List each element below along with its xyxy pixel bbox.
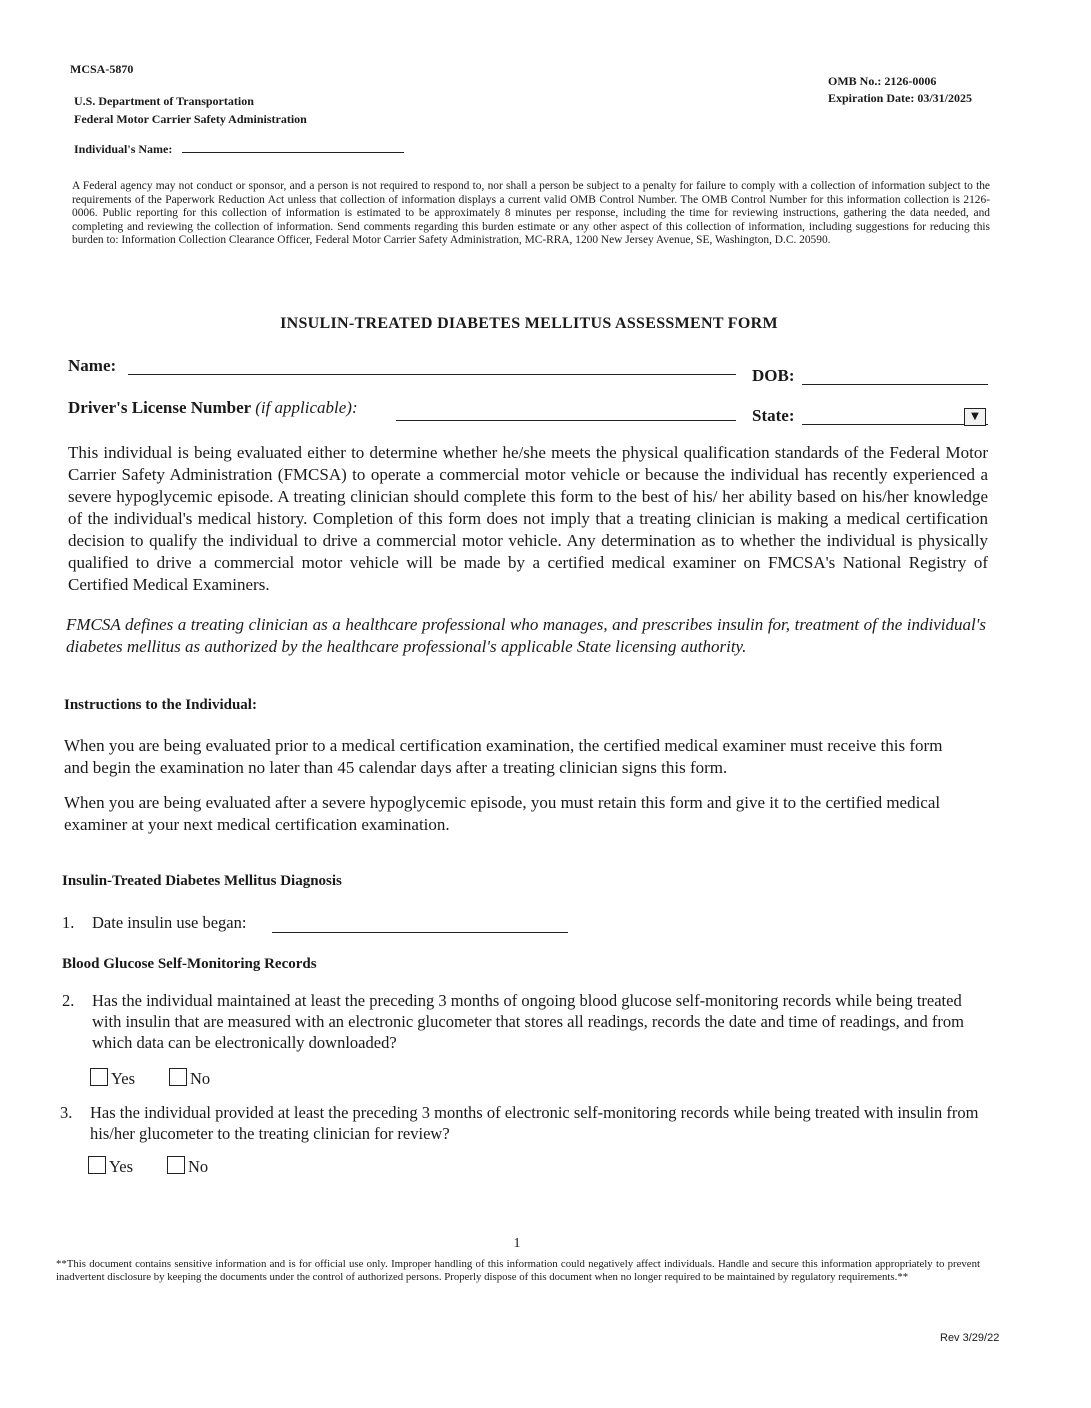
license-note: (if applicable):: [255, 398, 358, 417]
question-3-no-checkbox[interactable]: [167, 1156, 185, 1174]
license-label: Driver's License Number: [68, 398, 252, 417]
question-2-yes-checkbox[interactable]: [90, 1068, 108, 1086]
question-2-options: [90, 1068, 240, 1089]
question-1-number: 1.: [62, 913, 75, 932]
question-3-yes-checkbox[interactable]: [88, 1156, 106, 1174]
agency-name: U.S. Department of Transportation: [74, 94, 254, 108]
question-3-text: Has the individual provided at least the preceding 3 months of electronic self-monitoring records while being treated with insulin from his/her glucometer to the treating clinician for review?: [90, 1103, 979, 1143]
form-id: MCSA-5870: [70, 62, 134, 76]
question-3-yes-option[interactable]: [88, 1157, 133, 1176]
definition-paragraph: FMCSA defines a treating clinician as a healthcare professional who manages, and prescribes insulin for, treatment of the individual's diabetes mellitus as authorized by the healthcare professional's applicable State licensing authority.: [66, 615, 986, 656]
burden-notice: A Federal agency may not conduct or sponsor, and a person is not required to respond to, nor shall a person be subject to a penalty for failure to comply with a collection of information subject to the requirements of the Paperwork Reduction Act unless that collection of information displays a current valid OMB Control Number. The OMB Control Number for this information collection is 2126-0006. Public reporting for this collection of information is estimated to be approximately 8 minutes per response, including the time for reviewing instructions, gathering the data needed, and completing and reviewing the collection of information. Send comments regarding this burden estimate or any other aspect of this collection of information, including suggestions for reducing this burden to: Information Collection Clearance Officer, Federal Motor Carrier Safety Administration, MC-RRA, 1200 New Jersey Avenue, SE, Washington, D.C. 20590.: [72, 180, 990, 247]
page-number: 1: [513, 1236, 521, 1251]
expiration-date: Expiration Date: 03/31/2025: [828, 91, 972, 105]
intro-paragraph: This individual is being evaluated either to determine whether he/she meets the physical qualification standards of the Federal Motor Carrier Safety Administration (FMCSA) to operate a commercial motor vehicle or because the individual has recently experienced a severe hypoglycemic episode. A treating clinician should complete this form to the best of his/ her ability based on his/her knowledge of the individual's medical history. Completion of this form does not imply that a treating clinician is making a medical certification decision to qualify the individual to drive a commercial motor vehicle. Any determination as to whether the individual is physically qualified to drive a commercial motor vehicle will be made by a certified medical examiner on FMCSA's National Registry of Certified Medical Examiners.: [68, 443, 988, 594]
dropdown-arrow-icon[interactable]: ▼: [964, 408, 986, 426]
license-field[interactable]: [396, 420, 736, 421]
name-field[interactable]: [128, 374, 736, 375]
state-label: State:: [752, 406, 795, 425]
instructions-heading: Instructions to the Individual:: [64, 697, 257, 713]
no-label: No: [190, 1069, 211, 1088]
license-label-row: [68, 398, 358, 418]
individual-name-label: Individual's Name:: [74, 142, 173, 156]
diagnosis-heading: Insulin-Treated Diabetes Mellitus Diagnosis: [62, 873, 342, 889]
individual-name-row: [74, 138, 404, 158]
omb-number: OMB No.: 2126-0006: [828, 74, 937, 88]
question-2-no-option[interactable]: [169, 1069, 210, 1088]
question-2-text: Has the individual maintained at least the preceding 3 months of ongoing blood glucose self-monitoring records while being treated with insulin that are measured with an electronic glucometer that stores all readings, records the date and time of readings, and from which data can be electronically downloaded?: [92, 991, 964, 1052]
question-3-options: [88, 1156, 238, 1177]
yes-label: Yes: [111, 1069, 136, 1088]
instructions-para1: When you are being evaluated prior to a medical certification examination, the certified medical examiner must receive this form and begin the examination no later than 45 calendar days after a treating clinician signs this form.: [64, 736, 943, 777]
name-label: Name:: [68, 356, 117, 375]
individual-name-field[interactable]: [182, 138, 404, 153]
instructions-para2: When you are being evaluated after a severe hypoglycemic episode, you must retain this form and give it to the certified medical examiner at your next medical certification examination.: [64, 793, 941, 834]
question-3-number: 3.: [60, 1103, 73, 1122]
no-label: No: [188, 1157, 209, 1176]
state-select[interactable]: [802, 424, 988, 425]
sensitive-notice: **This document contains sensitive information and is for official use only. Improper handling of this information could negatively affect individuals. Handle and secure this information appropriately to prevent inadvertent disclosure by keeping the documents under the control of authorized persons. Properly dispose of this document when no longer required to be maintained by regulatory requirements.**: [56, 1258, 980, 1283]
question-2-number: 2.: [62, 991, 75, 1010]
question-2-yes-option[interactable]: [90, 1069, 135, 1088]
dob-label: DOB:: [752, 366, 795, 385]
dob-field[interactable]: [802, 384, 988, 385]
question-1-text: Date insulin use began:: [92, 913, 247, 932]
form-title: INSULIN-TREATED DIABETES MELLITUS ASSESSMENT FORM: [280, 315, 778, 332]
revision-date: Rev 3/29/22: [940, 1332, 1000, 1344]
question-3-no-option[interactable]: [167, 1157, 208, 1176]
agency-subname: Federal Motor Carrier Safety Administration: [74, 112, 307, 126]
monitoring-heading: Blood Glucose Self-Monitoring Records: [62, 956, 317, 972]
insulin-start-date-field[interactable]: [272, 932, 568, 933]
question-2-no-checkbox[interactable]: [169, 1068, 187, 1086]
yes-label: Yes: [109, 1157, 134, 1176]
